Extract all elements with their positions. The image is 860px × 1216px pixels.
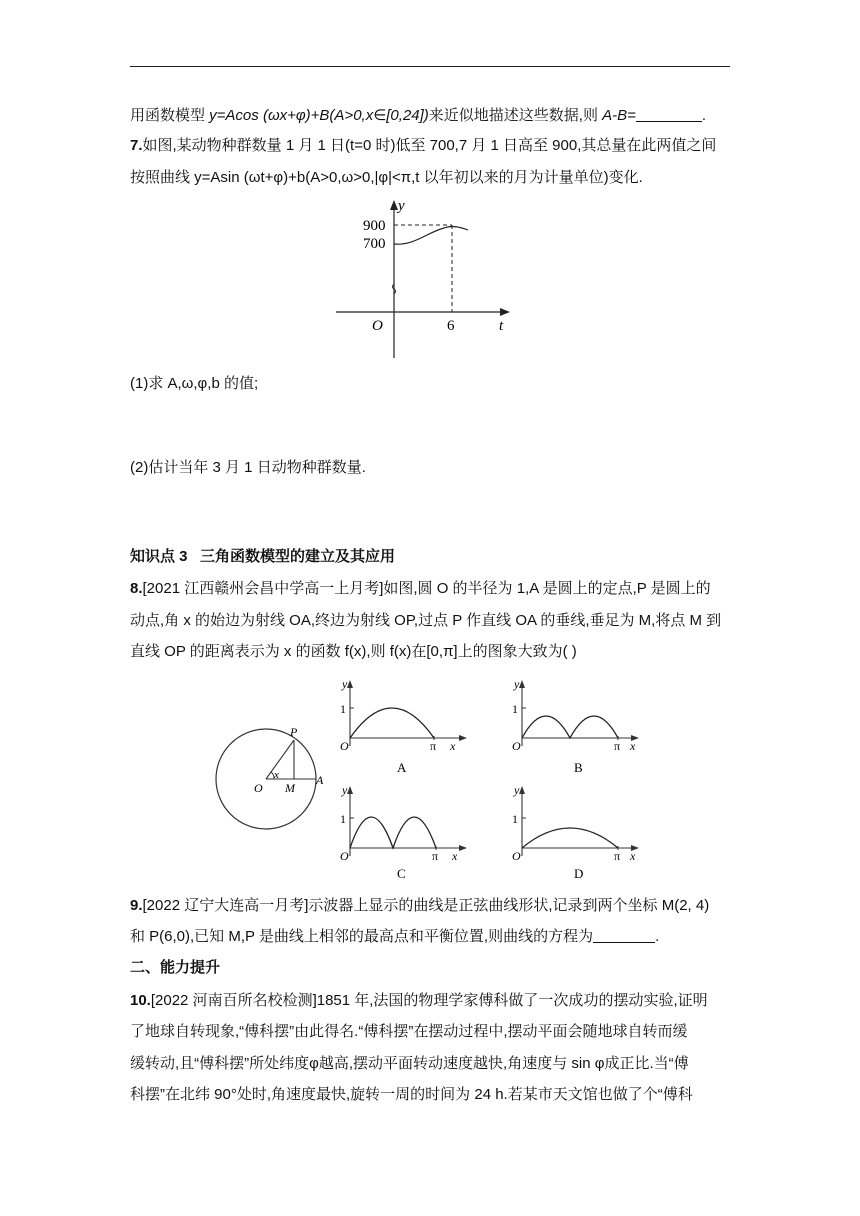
q7-y-label: y	[398, 198, 405, 214]
q8-option-d-graph[interactable]	[508, 782, 648, 882]
q10-line2: 了地球自转现象,“傅科摆”由此得名.“傅科摆”在摆动过程中,摆动平面会随地球自转而缓	[130, 1023, 688, 1040]
svg-text:O: O	[254, 781, 263, 795]
q7-tick-700: 700	[363, 236, 386, 252]
q10-line1: 10.[2022 河南百所名校检测]1851 年,法国的物理学家傅科做了一次成功的摆动实验,证明	[130, 992, 708, 1009]
q7-tick-900: 900	[363, 218, 386, 234]
svg-text:O: O	[512, 849, 521, 863]
q7-graph	[336, 196, 516, 361]
option-b-curve	[522, 716, 618, 738]
svg-text:A: A	[316, 773, 324, 787]
svg-text:y: y	[514, 677, 520, 691]
svg-text:x: x	[630, 739, 636, 753]
svg-text:y: y	[342, 783, 348, 797]
q8-option-b-graph[interactable]	[508, 676, 648, 776]
q7-part1: (1)求 A,ω,φ,b 的值;	[130, 375, 259, 392]
svg-text:O: O	[340, 849, 349, 863]
svg-text:π: π	[614, 849, 621, 863]
q8-line3: 直线 OP 的距离表示为 x 的函数 f(x),则 f(x)在[0,π]上的图象大致为( )	[130, 643, 577, 660]
q6-answer-blank[interactable]	[636, 107, 702, 122]
svg-text:1: 1	[340, 702, 346, 716]
svg-text:1: 1	[512, 812, 518, 826]
segment-OP	[266, 740, 294, 779]
q7-curve	[394, 227, 468, 245]
svg-text:y: y	[514, 783, 520, 797]
q9-line1: 9.[2022 辽宁大连高一月考]示波器上显示的曲线是正弦曲线形状,记录到两个坐标 M(2, 4)	[130, 897, 710, 914]
svg-text:π: π	[430, 739, 437, 753]
q10-line4: 科摆”在北纬 90°处时,角速度最快,旋转一周的时间为 24 h.若某市天文馆也做了个“傅科	[130, 1086, 693, 1103]
option-d-label: D	[574, 866, 584, 881]
q7-line1: 7.如图,某动物种群数量 1 月 1 日(t=0 时)低至 700,7 月 1 日高至 900,其总量在此两值之间	[130, 137, 717, 154]
option-a-curve	[350, 708, 434, 738]
q8-circle-figure	[212, 726, 324, 838]
header-rule	[130, 66, 730, 67]
q7-y-arrow	[390, 200, 398, 210]
q8-option-c-graph[interactable]	[336, 782, 476, 882]
option-d-curve	[522, 828, 618, 848]
q10-line3: 缓转动,且“傅科摆”所处纬度φ越高,摆动平面转动速度越快,角速度与 sin φ成正比.当“傅	[130, 1055, 689, 1072]
svg-text:1: 1	[340, 812, 346, 826]
option-c-label: C	[397, 866, 406, 881]
svg-text:P: P	[290, 726, 298, 739]
q8-line1: 8.[2021 江西赣州会昌中学高一上月考]如图,圆 O 的半径为 1,A 是圆上的定点,P 是圆上的	[130, 580, 711, 597]
svg-text:x: x	[450, 739, 456, 753]
section-heading-3: 知识点 3 三角函数模型的建立及其应用	[130, 548, 396, 565]
q9-line2: 和 P(6,0),已知 M,P 是曲线上相邻的最高点和平衡位置,则曲线的方程为 .	[130, 928, 660, 945]
option-a-label: A	[397, 760, 407, 775]
q7-x-arrow	[500, 308, 510, 316]
q7-x-label: t	[499, 318, 504, 334]
q7-origin: O	[372, 318, 383, 334]
svg-text:M: M	[285, 781, 295, 795]
svg-text:x: x	[630, 849, 636, 863]
section-heading-ability: 二、能力提升	[130, 959, 221, 976]
svg-text:1: 1	[512, 702, 518, 716]
q6-model: y=Acos (ωx+φ)+B(A>0,x∈[0,24])	[209, 107, 429, 124]
option-c-curve	[350, 817, 436, 848]
q6-tail: 用函数模型 y=Acos (ωx+φ)+B(A>0,x∈[0,24])来近似地描述这些数据,则 A-B= .	[130, 107, 707, 124]
svg-text:O: O	[340, 739, 349, 753]
q7-part2: (2)估计当年 3 月 1 日动物种群数量.	[130, 459, 366, 476]
svg-text:x: x	[274, 769, 279, 781]
svg-text:π: π	[614, 739, 621, 753]
svg-text:O: O	[512, 739, 521, 753]
svg-text:y: y	[342, 677, 348, 691]
q7-line2: 按照曲线 y=Asin (ωt+φ)+b(A>0,ω>0,|φ|<π,t 以年初以来的月为计量单位)变化.	[130, 169, 643, 186]
q9-answer-blank[interactable]	[593, 928, 655, 943]
q8-line2: 动点,角 x 的始边为射线 OA,终边为射线 OP,过点 P 作直线 OA 的垂线,垂足为 M,将点 M 到	[130, 612, 722, 629]
option-b-label: B	[574, 760, 583, 775]
q7-tick-6: 6	[447, 318, 455, 334]
svg-text:π: π	[432, 849, 439, 863]
q8-option-a-graph[interactable]	[336, 676, 476, 776]
svg-text:x: x	[452, 849, 458, 863]
